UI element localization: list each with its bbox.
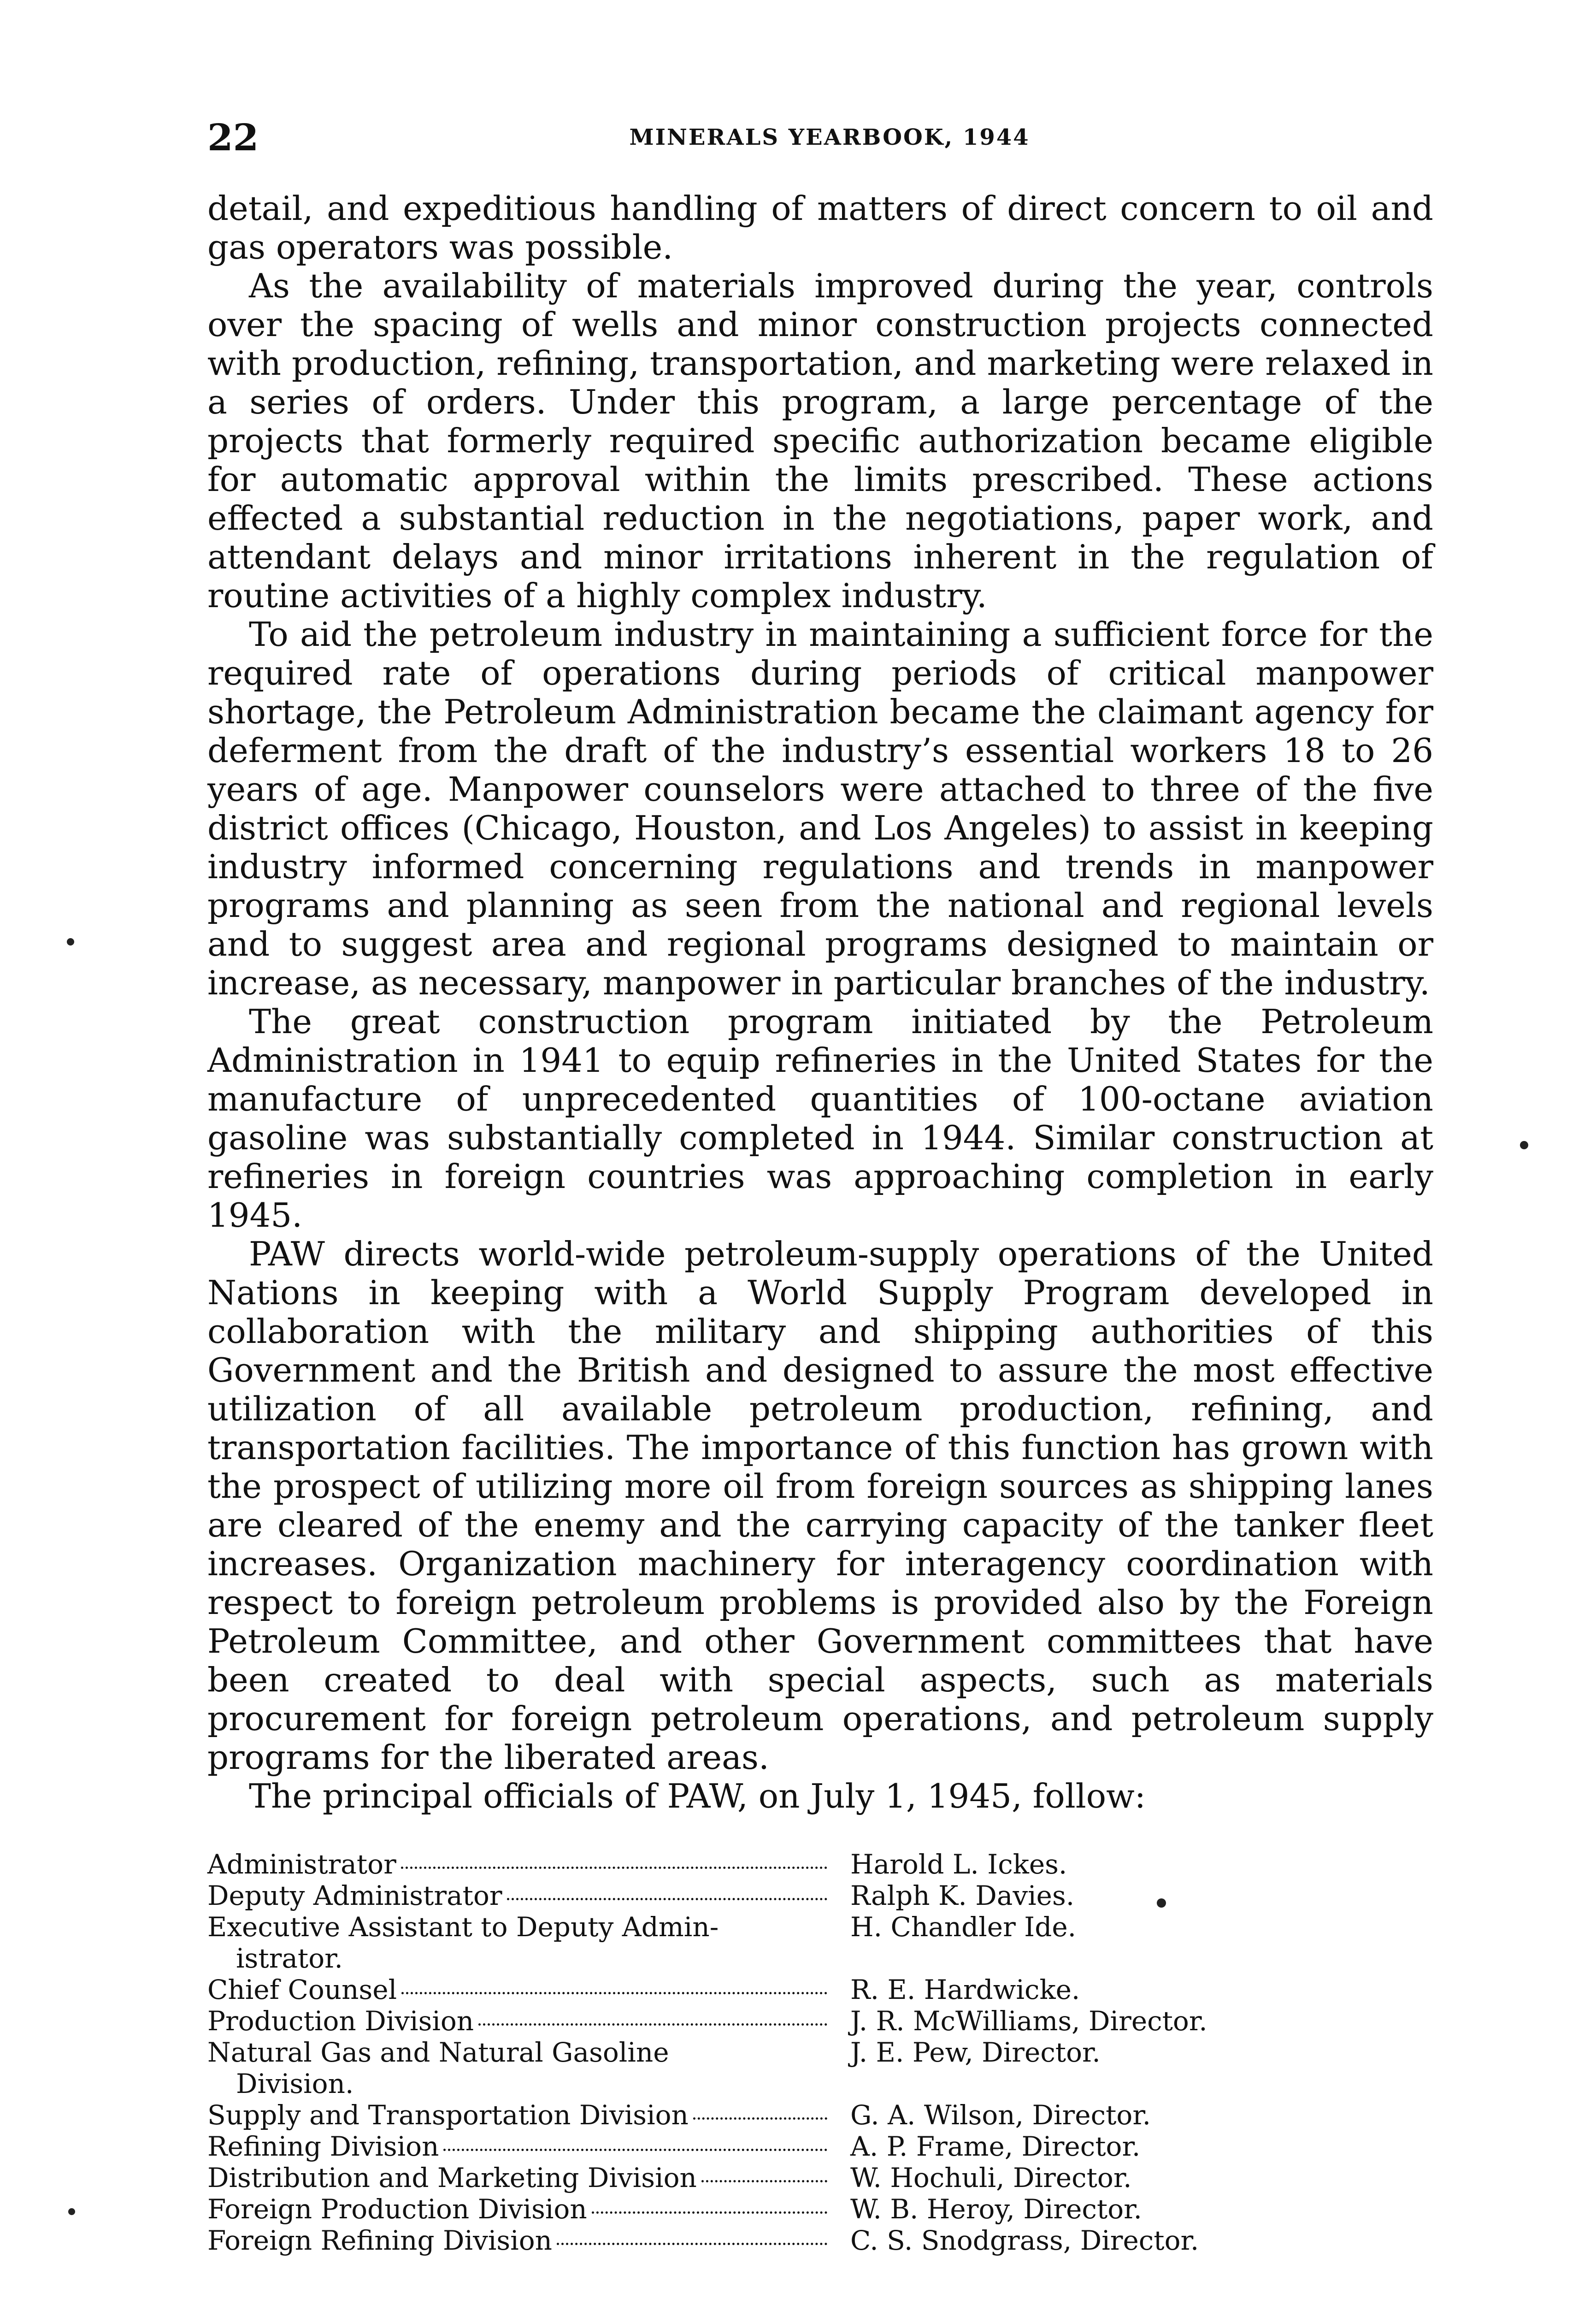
dot-leader [701, 2180, 827, 2182]
official-name: J. R. McWilliams, Director. [850, 2005, 1207, 2037]
official-title: Refining Division [207, 2131, 439, 2162]
paragraph-construction-program: The great construction program initiated by the Petroleum Administration in 1941 to equip refineries in the United States for the manufacture of unprecedented quantities of 100-octane aviation gasoline was substantially completed in 1944. Similar construction at refineries in foreign countries was approaching completion in early 1945. [207, 1002, 1433, 1235]
official-title-cell [207, 2099, 850, 2131]
paragraph-continuation: detail, and expeditious handling of matters of direct concern to oil and gas operators was possible. [207, 189, 1433, 266]
dot-leader [443, 2149, 827, 2151]
table-row [207, 2193, 1272, 2225]
dot-leader [693, 2117, 827, 2120]
dotted-title-line [207, 1849, 827, 1880]
official-title-cell [207, 1880, 850, 1911]
official-title-cell [207, 2193, 850, 2225]
official-title: Supply and Transportation Division [207, 2099, 689, 2131]
official-title-line-2: Division. [236, 2068, 354, 2099]
dotted-title-line [207, 2131, 827, 2162]
official-name: A. P. Frame, Director. [850, 2131, 1141, 2162]
official-title-cell [207, 2037, 850, 2099]
dotted-title-line [207, 2193, 827, 2225]
official-title-cell [207, 2131, 850, 2162]
official-name: C. S. Snodgrass, Director. [850, 2225, 1199, 2256]
table-row [207, 2037, 1272, 2099]
official-title-line-1: Natural Gas and Natural Gasoline [207, 2037, 669, 2068]
paragraph-principal-officials: The principal officials of PAW, on July 1, 1945, follow: [249, 1777, 1146, 1815]
official-name: Harold L. Ickes. [850, 1849, 1067, 1880]
official-title: Deputy Administrator [207, 1880, 502, 1911]
paragraph-world-supply-program: PAW directs world-wide petroleum-supply operations of the United Nations in keeping with a World Supply Program developed in collaboration with the military and shipping authorities of this Government and the British and designed to assure the most effective utilization of all available petroleum production, refining, and transportation facilities. The importance of this function has grown with the prospect of utilizing more oil from foreign sources as shipping lanes are cleared of the enemy and the carrying capacity of the tanker fleet increases. Organization machinery for interagency coordination with respect to foreign petroleum problems is provided also by the Foreign Petroleum Committee, and other Government committees that have been created to deal with special aspects, such as materials procurement for foreign petroleum operations, and petroleum supply programs for the liberated areas. [207, 1235, 1433, 1777]
table-row [207, 2131, 1272, 2162]
official-title: Distribution and Marketing Division [207, 2162, 697, 2193]
official-name: G. A. Wilson, Director. [850, 2099, 1151, 2131]
official-title: Chief Counsel [207, 1974, 397, 2005]
dot-leader [507, 1898, 827, 1900]
scan-speck [68, 2208, 75, 2215]
table-row [207, 2005, 1272, 2037]
official-title: Foreign Production Division [207, 2193, 587, 2225]
official-title: Production Division [207, 2005, 474, 2037]
table-row [207, 2162, 1272, 2193]
official-title-cell [207, 2005, 850, 2037]
dotted-title-line [207, 1880, 827, 1911]
scan-speck [67, 938, 74, 946]
officials-table-body [207, 1849, 1272, 2256]
dot-leader [592, 2211, 827, 2214]
official-name: H. Chandler Ide. [850, 1911, 1077, 1943]
table-row [207, 2225, 1272, 2256]
official-name: Ralph K. Davies. [850, 1880, 1075, 1911]
dotted-title-line [207, 2005, 827, 2037]
paragraph-materials-controls: As the availability of materials improved during the year, controls over the spacing of wells and minor construction projects connected with production, refining, transportation, and marketing were relaxed in a series of orders. Under this program, a large percentage of the projects that formerly required specific authorization became eligible for automatic approval within the limits prescribed. These actions effected a substantial reduction in the negotiations, paper work, and attendant delays and minor irritations inherent in the regulation of routine activities of a highly complex industry. [207, 266, 1433, 615]
official-title-cell [207, 1911, 850, 1974]
paragraph-manpower: To aid the petroleum industry in maintaining a sufficient force for the required rate of operations during periods of critical manpower shortage, the Petroleum Administration became the claimant agency for deferment from the draft of the industry’s essential workers 18 to 26 years of age. Manpower counselors were attached to three of the five district offices (Chicago, Houston, and Los Angeles) to assist in keeping industry informed concerning regulations and trends in manpower programs and planning as seen from the national and regional levels and to suggest area and regional programs designed to maintain or increase, as necessary, manpower in particular branches of the industry. [207, 615, 1433, 1002]
official-name: W. Hochuli, Director. [850, 2162, 1132, 2193]
dotted-title-line [207, 2162, 827, 2193]
table-row [207, 1911, 1272, 1974]
official-title-line-1: Executive Assistant to Deputy Admin- [207, 1911, 719, 1943]
table-row [207, 1849, 1272, 1880]
page-header [207, 115, 1433, 171]
body-text [207, 189, 1433, 1815]
official-name: R. E. Hardwicke. [850, 1974, 1080, 2005]
page-number: 22 [207, 116, 259, 159]
official-title-line-2: istrator. [236, 1943, 343, 1974]
table-row [207, 1974, 1272, 2005]
dot-leader [401, 1867, 827, 1869]
dotted-title-line [207, 2225, 827, 2256]
official-name: J. E. Pew, Director. [850, 2037, 1101, 2068]
dot-leader [557, 2243, 827, 2245]
dotted-title-line [207, 2099, 827, 2131]
scan-speck [1520, 1141, 1528, 1149]
table-row [207, 1880, 1272, 1911]
officials-table [207, 1849, 1272, 2256]
official-title: Administrator [207, 1849, 396, 1880]
official-title-cell [207, 1849, 850, 1880]
official-title: Foreign Refining Division [207, 2225, 552, 2256]
dot-leader [401, 1992, 827, 1994]
official-title-cell [207, 2225, 850, 2256]
official-title-cell [207, 1974, 850, 2005]
dotted-title-line [207, 1974, 827, 2005]
scan-speck [1157, 1898, 1166, 1908]
official-name: W. B. Heroy, Director. [850, 2193, 1142, 2225]
official-title-cell [207, 2162, 850, 2193]
dot-leader [478, 2023, 827, 2026]
running-title: MINERALS YEARBOOK, 1944 [629, 124, 1030, 150]
table-row [207, 2099, 1272, 2131]
